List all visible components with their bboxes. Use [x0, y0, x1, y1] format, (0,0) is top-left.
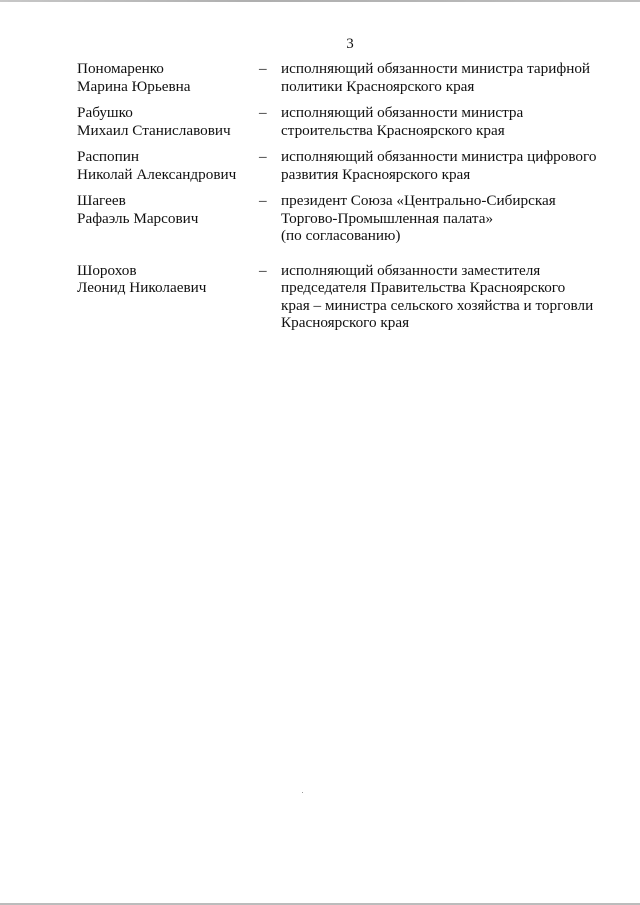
member-entry [77, 148, 607, 183]
member-position [281, 192, 607, 245]
member-position [281, 104, 607, 139]
member-surname: Шагеев [77, 192, 126, 209]
member-given-names: Рафаэль Марсович [77, 209, 199, 227]
member-given-names: Николай Александрович [77, 165, 237, 183]
member-given-names: Михаил Станиславович [77, 121, 231, 139]
member-given-names: Марина Юрьевна [77, 77, 191, 95]
member-given-names: Леонид Николаевич [77, 279, 207, 296]
member-entry [77, 104, 607, 139]
scan-top-edge [0, 0, 640, 2]
position-line: строительства Красноярского края [281, 121, 505, 139]
member-surname: Распопин [77, 148, 140, 165]
position-line: (по согласованию) [281, 227, 401, 244]
position-line: Торгово-Промышленная палата» [281, 209, 494, 227]
member-name [77, 60, 259, 95]
member-position [281, 262, 607, 332]
member-surname: Пономаренко [77, 60, 164, 77]
member-surname: Шорохов [77, 261, 137, 279]
position-line: исполняющий обязанности заместителя [281, 261, 541, 279]
position-line: председателя Правительства Красноярского [281, 279, 566, 296]
page-number: 3 [346, 36, 354, 52]
members-list [77, 60, 607, 341]
member-position [281, 60, 607, 95]
member-entry [77, 192, 607, 245]
separator-dash: – [259, 192, 267, 209]
position-line: развития Красноярского края [281, 165, 471, 183]
member-surname: Рабушко [77, 104, 133, 121]
scan-speck [302, 792, 303, 793]
separator-dash: – [259, 261, 267, 279]
position-line: Красноярского края [281, 314, 410, 331]
position-line: края – министра сельского хозяйства и торговли [281, 296, 594, 314]
member-name [77, 262, 259, 332]
member-name [77, 104, 259, 139]
position-line: исполняющий обязанности министра цифрового [281, 148, 597, 165]
position-line: исполняющий обязанности министра тарифной [281, 60, 591, 77]
member-name [77, 148, 259, 183]
member-entry [77, 60, 607, 95]
position-line: исполняющий обязанности министра [281, 104, 524, 121]
member-position [281, 148, 607, 183]
position-line: президент Союза «Центрально-Сибирская [281, 192, 556, 209]
member-name [77, 192, 259, 245]
member-entry [77, 262, 607, 332]
separator-dash: – [259, 60, 267, 77]
separator-dash: – [259, 148, 267, 165]
position-line: политики Красноярского края [281, 77, 475, 95]
separator-dash: – [259, 104, 267, 121]
